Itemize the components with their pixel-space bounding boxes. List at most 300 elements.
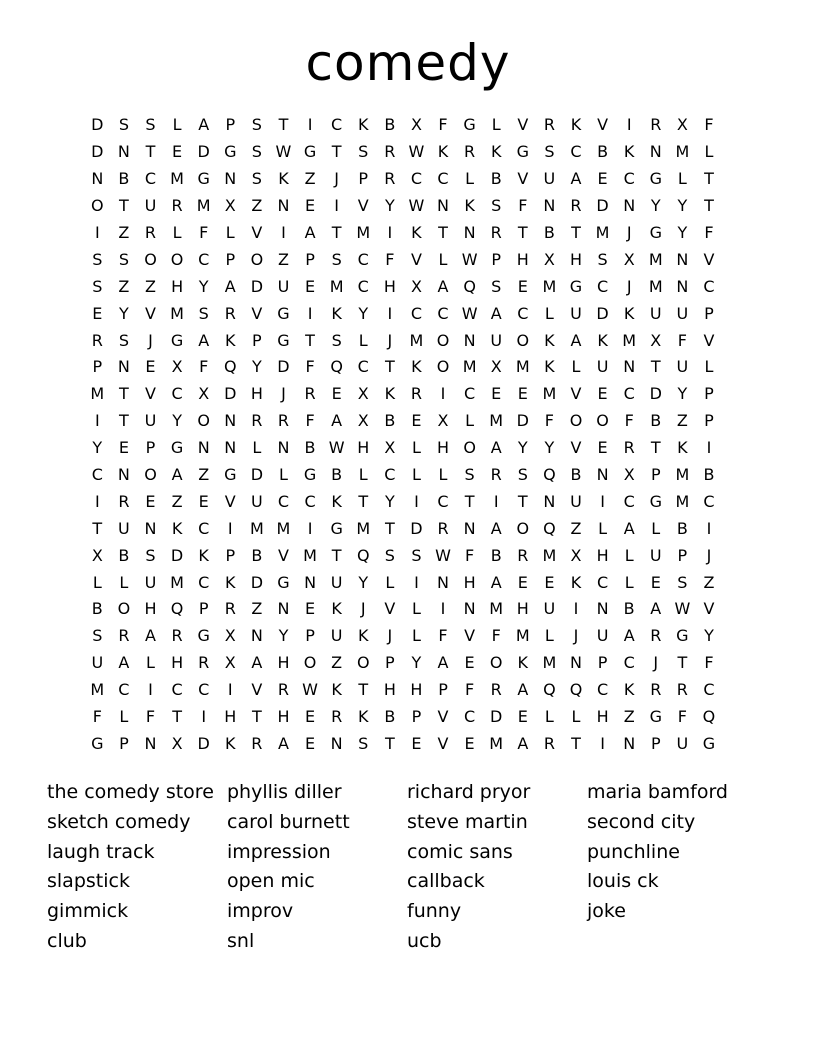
grid-letter: K bbox=[278, 169, 289, 189]
grid-letter: K bbox=[357, 707, 369, 727]
grid-letter: O bbox=[91, 196, 104, 216]
grid-letter: L bbox=[252, 438, 262, 458]
grid-letter: S bbox=[251, 169, 262, 189]
grid-letter: Z bbox=[251, 599, 263, 619]
grid-letter: M bbox=[675, 465, 690, 485]
grid-letter: U bbox=[596, 626, 609, 646]
grid-letter: C bbox=[410, 169, 422, 189]
grid-letter: X bbox=[91, 545, 103, 565]
grid-letter: R bbox=[118, 626, 130, 646]
grid-letter: P bbox=[358, 169, 369, 189]
grid-letter: C bbox=[357, 276, 369, 296]
grid-letter: W bbox=[302, 680, 318, 700]
grid-letter: N bbox=[304, 572, 317, 592]
grid-letter: H bbox=[383, 680, 396, 700]
grid-letter: B bbox=[384, 411, 396, 431]
grid-letter: Z bbox=[703, 572, 715, 592]
grid-letter: P bbox=[677, 545, 688, 565]
grid-letter: K bbox=[544, 357, 555, 377]
grid-letter: F bbox=[438, 626, 448, 646]
grid-letter: E bbox=[411, 733, 422, 753]
grid-letter: L bbox=[172, 223, 182, 242]
grid-letter: M bbox=[648, 276, 663, 296]
grid-letter: Q bbox=[330, 357, 343, 377]
grid-letter: O bbox=[436, 357, 450, 377]
grid-letter: Y bbox=[358, 572, 369, 592]
grid-letter: E bbox=[331, 384, 342, 404]
grid-letter: P bbox=[438, 680, 448, 700]
grid-letter: Z bbox=[570, 518, 582, 538]
grid-letter: U bbox=[570, 303, 582, 323]
grid-letter: H bbox=[596, 707, 609, 727]
grid-letter: C bbox=[304, 491, 316, 511]
grid-letter: P bbox=[198, 599, 209, 619]
grid-letter: D bbox=[277, 357, 290, 377]
grid-letter: B bbox=[384, 115, 396, 135]
grid-letter: K bbox=[623, 680, 635, 700]
grid-letter: E bbox=[145, 357, 156, 377]
grid-letter: K bbox=[411, 357, 422, 377]
grid-letter: U bbox=[118, 518, 130, 538]
grid-letter: A bbox=[251, 653, 263, 673]
grid-letter: P bbox=[145, 438, 156, 458]
grid-letter: E bbox=[118, 438, 129, 458]
grid-row bbox=[84, 542, 736, 569]
grid-letter: G bbox=[649, 707, 662, 727]
grid-letter: T bbox=[358, 680, 369, 700]
grid-letter: S bbox=[491, 276, 502, 296]
grid-letter: O bbox=[489, 653, 503, 673]
grid-letter: N bbox=[117, 465, 130, 485]
word-column bbox=[227, 778, 407, 957]
grid-letter: K bbox=[411, 223, 422, 242]
grid-letter: C bbox=[596, 276, 609, 296]
grid-letter: F bbox=[491, 626, 501, 646]
grid-letter: G bbox=[224, 465, 237, 485]
grid-letter: P bbox=[411, 707, 422, 727]
grid-letter: T bbox=[704, 169, 714, 189]
grid-letter: N bbox=[250, 626, 263, 646]
grid-letter: N bbox=[570, 653, 582, 673]
grid-letter: J bbox=[281, 384, 286, 404]
word-list-item: snl bbox=[227, 929, 255, 952]
grid-letter: T bbox=[650, 357, 661, 377]
grid-letter: U bbox=[570, 491, 582, 511]
word-list-item: callback bbox=[407, 870, 485, 893]
grid-letter: I bbox=[94, 411, 100, 431]
grid-letter: Y bbox=[384, 491, 395, 511]
grid-letter: Y bbox=[677, 384, 688, 404]
grid-letter: J bbox=[653, 653, 659, 673]
grid-letter: G bbox=[224, 142, 237, 162]
grid-letter: R bbox=[490, 465, 502, 485]
grid-letter: N bbox=[144, 518, 157, 538]
grid-letter: Z bbox=[145, 276, 156, 296]
grid-letter: R bbox=[198, 653, 210, 673]
grid-letter: I bbox=[440, 384, 446, 404]
grid-letter: I bbox=[227, 518, 233, 538]
grid-letter: C bbox=[410, 303, 422, 323]
grid-letter: L bbox=[172, 115, 182, 135]
grid-letter: F bbox=[438, 115, 448, 135]
grid-letter: I bbox=[414, 572, 419, 592]
word-list-item: comic sans bbox=[407, 840, 513, 863]
grid-letter: N bbox=[623, 357, 636, 377]
grid-letter: L bbox=[571, 357, 581, 377]
grid-letter: I bbox=[334, 196, 339, 216]
grid-letter: O bbox=[463, 438, 476, 458]
grid-letter: G bbox=[702, 733, 716, 753]
grid-letter: S bbox=[517, 465, 528, 485]
grid-letter: P bbox=[491, 249, 502, 269]
grid-letter: Y bbox=[677, 223, 688, 242]
grid-letter: G bbox=[649, 491, 662, 511]
grid-letter: C bbox=[171, 384, 183, 404]
grid-letter: T bbox=[571, 223, 581, 242]
grid-letter: S bbox=[118, 115, 129, 135]
grid-letter: C bbox=[277, 491, 290, 511]
grid-letter: J bbox=[626, 223, 632, 242]
grid-letter: W bbox=[435, 545, 451, 565]
grid-letter: H bbox=[463, 572, 476, 592]
grid-letter: U bbox=[543, 169, 556, 189]
grid-letter: J bbox=[148, 330, 153, 350]
grid-letter: T bbox=[92, 518, 103, 538]
grid-letter: S bbox=[677, 572, 688, 592]
grid-row bbox=[84, 408, 736, 435]
grid-letter: E bbox=[304, 196, 316, 216]
grid-letter: K bbox=[357, 626, 369, 646]
grid-letter: Z bbox=[171, 491, 183, 511]
grid-letter: K bbox=[677, 438, 688, 458]
grid-letter: T bbox=[331, 223, 342, 242]
grid-letter: S bbox=[384, 545, 395, 565]
grid-letter: E bbox=[491, 384, 502, 404]
grid-letter: L bbox=[465, 169, 475, 189]
grid-letter: V bbox=[251, 223, 263, 242]
grid-letter: H bbox=[250, 384, 263, 404]
word-list-item: punchline bbox=[587, 840, 680, 863]
grid-letter: L bbox=[92, 572, 102, 592]
grid-letter: B bbox=[118, 169, 130, 189]
grid-letter: O bbox=[144, 465, 157, 485]
grid-letter: S bbox=[491, 196, 502, 216]
grid-letter: H bbox=[357, 438, 370, 458]
grid-letter: Y bbox=[544, 438, 555, 458]
grid-letter: O bbox=[144, 249, 157, 269]
grid-letter: J bbox=[387, 626, 393, 646]
word-list-item: second city bbox=[587, 810, 696, 833]
grid-letter: M bbox=[303, 545, 317, 565]
grid-letter: V bbox=[517, 115, 529, 135]
grid-row bbox=[84, 596, 736, 623]
grid-letter: M bbox=[170, 169, 184, 189]
grid-letter: L bbox=[491, 115, 501, 135]
grid-letter: C bbox=[437, 169, 449, 189]
grid-letter: O bbox=[303, 653, 317, 673]
grid-letter: M bbox=[196, 196, 211, 216]
grid-letter: J bbox=[334, 169, 339, 189]
grid-letter: D bbox=[250, 572, 264, 592]
grid-letter: M bbox=[329, 276, 344, 296]
grid-letter: P bbox=[704, 303, 714, 323]
grid-letter: M bbox=[356, 223, 371, 242]
grid-letter: N bbox=[197, 438, 210, 458]
word-list-item: joke bbox=[587, 900, 626, 923]
grid-letter: I bbox=[600, 733, 605, 753]
grid-letter: Q bbox=[463, 276, 476, 296]
grid-letter: R bbox=[384, 142, 396, 162]
grid-letter: S bbox=[145, 545, 156, 565]
grid-letter: I bbox=[307, 303, 313, 323]
grid-letter: R bbox=[118, 491, 130, 511]
grid-letter: J bbox=[360, 599, 366, 619]
grid-letter: F bbox=[465, 680, 475, 700]
grid-letter: K bbox=[597, 330, 608, 350]
grid-letter: L bbox=[411, 438, 421, 458]
grid-letter: M bbox=[409, 330, 424, 350]
word-list-item: slapstick bbox=[47, 870, 130, 893]
word-list-item: richard pryor bbox=[407, 781, 531, 803]
grid-letter: K bbox=[623, 142, 635, 162]
grid-row bbox=[84, 354, 736, 381]
grid-letter: D bbox=[250, 465, 264, 485]
grid-letter: D bbox=[649, 384, 662, 404]
grid-letter: L bbox=[146, 653, 155, 673]
grid-letter: T bbox=[119, 384, 129, 404]
grid-letter: R bbox=[304, 384, 316, 404]
grid-letter: I bbox=[307, 518, 313, 538]
grid-letter: I bbox=[626, 115, 632, 135]
grid-letter: U bbox=[676, 303, 689, 323]
grid-letter: N bbox=[144, 733, 157, 753]
grid-letter: K bbox=[331, 491, 342, 511]
grid-letter: I bbox=[493, 491, 499, 511]
grid-letter: Y bbox=[517, 438, 528, 458]
grid-letter: F bbox=[305, 411, 315, 431]
grid-letter: D bbox=[197, 142, 210, 162]
grid-letter: S bbox=[251, 142, 262, 162]
grid-letter: B bbox=[251, 545, 263, 565]
grid-letter: G bbox=[516, 142, 529, 162]
grid-letter: L bbox=[278, 465, 288, 485]
grid-letter: R bbox=[517, 545, 529, 565]
grid-letter: O bbox=[250, 249, 264, 269]
grid-letter: J bbox=[573, 626, 579, 646]
grid-letter: G bbox=[649, 223, 662, 242]
grid-letter: Y bbox=[198, 276, 209, 296]
puzzle-title: comedy bbox=[305, 34, 511, 92]
grid-letter: Y bbox=[358, 303, 369, 323]
word-list-item: the comedy store bbox=[47, 781, 214, 803]
grid-letter: K bbox=[437, 142, 449, 162]
grid-letter: Y bbox=[677, 196, 688, 216]
grid-letter: V bbox=[357, 196, 369, 216]
grid-letter: B bbox=[331, 465, 343, 485]
grid-letter: H bbox=[144, 599, 157, 619]
grid-letter: N bbox=[649, 142, 662, 162]
grid-letter: A bbox=[224, 276, 236, 296]
grid-letter: C bbox=[703, 491, 715, 511]
grid-letter: B bbox=[384, 707, 396, 727]
grid-letter: V bbox=[224, 491, 236, 511]
grid-letter: C bbox=[703, 276, 715, 296]
grid-letter: I bbox=[414, 491, 419, 511]
grid-row bbox=[84, 273, 736, 300]
grid-letter: C bbox=[144, 169, 157, 189]
grid-letter: K bbox=[517, 653, 529, 673]
grid-letter: G bbox=[277, 330, 290, 350]
grid-letter: Z bbox=[251, 196, 263, 216]
grid-letter: I bbox=[706, 518, 712, 538]
grid-letter: L bbox=[358, 330, 368, 350]
grid-letter: P bbox=[704, 411, 714, 431]
grid-letter: T bbox=[331, 545, 342, 565]
grid-letter: B bbox=[543, 223, 555, 242]
grid-row bbox=[84, 435, 736, 462]
grid-letter: R bbox=[543, 115, 555, 135]
grid-letter: S bbox=[411, 545, 422, 565]
grid-letter: N bbox=[463, 330, 476, 350]
grid-letter: N bbox=[623, 196, 636, 216]
grid-letter: N bbox=[224, 411, 237, 431]
grid-row bbox=[84, 677, 736, 704]
grid-letter: D bbox=[410, 518, 423, 538]
grid-letter: P bbox=[119, 733, 129, 753]
grid-letter: U bbox=[330, 626, 343, 646]
grid-letter: U bbox=[676, 733, 689, 753]
grid-letter: V bbox=[251, 303, 263, 323]
grid-letter: X bbox=[490, 357, 502, 377]
grid-letter: B bbox=[91, 599, 103, 619]
grid-letter: G bbox=[303, 142, 317, 162]
grid-letter: C bbox=[384, 465, 396, 485]
grid-letter: E bbox=[198, 491, 209, 511]
grid-letter: D bbox=[91, 142, 104, 162]
grid-letter: F bbox=[704, 115, 714, 135]
grid-letter: R bbox=[623, 438, 635, 458]
grid-letter: X bbox=[437, 411, 449, 431]
grid-letter: I bbox=[387, 223, 393, 242]
grid-letter: N bbox=[623, 733, 636, 753]
grid-letter: C bbox=[596, 680, 609, 700]
word-list bbox=[47, 778, 767, 957]
grid-letter: O bbox=[596, 411, 609, 431]
grid-letter: K bbox=[225, 572, 236, 592]
grid-letter: E bbox=[92, 303, 103, 323]
grid-letter: V bbox=[251, 680, 263, 700]
grid-letter: U bbox=[277, 276, 290, 296]
grid-letter: U bbox=[330, 572, 343, 592]
grid-letter: S bbox=[358, 733, 369, 753]
grid-letter: A bbox=[277, 733, 289, 753]
grid-letter: H bbox=[277, 653, 290, 673]
grid-letter: H bbox=[410, 680, 423, 700]
grid-letter: O bbox=[170, 249, 184, 269]
grid-letter: L bbox=[411, 465, 421, 485]
grid-letter: D bbox=[170, 545, 184, 565]
grid-letter: F bbox=[199, 223, 209, 242]
grid-letter: N bbox=[277, 438, 290, 458]
grid-letter: L bbox=[544, 303, 554, 323]
grid-letter: Q bbox=[223, 357, 237, 377]
grid-letter: R bbox=[384, 169, 396, 189]
grid-letter: U bbox=[490, 330, 503, 350]
grid-row bbox=[84, 730, 736, 757]
grid-letter: U bbox=[676, 357, 689, 377]
grid-letter: R bbox=[331, 707, 343, 727]
grid-letter: E bbox=[597, 169, 608, 189]
grid-letter: M bbox=[489, 733, 504, 753]
grid-letter: B bbox=[703, 465, 715, 485]
grid-letter: Z bbox=[118, 276, 130, 296]
grid-letter: N bbox=[463, 518, 476, 538]
grid-letter: T bbox=[305, 330, 315, 350]
grid-letter: A bbox=[331, 411, 343, 431]
grid-letter: Q bbox=[543, 680, 556, 700]
grid-letter: A bbox=[570, 330, 582, 350]
grid-letter: Y bbox=[278, 626, 289, 646]
grid-letter: W bbox=[328, 438, 345, 458]
grid-letter: S bbox=[92, 626, 103, 646]
grid-letter: A bbox=[623, 518, 635, 538]
grid-row bbox=[84, 220, 736, 247]
grid-row bbox=[84, 166, 736, 193]
grid-letter: Z bbox=[676, 411, 688, 431]
grid-letter: L bbox=[119, 707, 129, 727]
grid-letter: C bbox=[198, 680, 210, 700]
grid-letter: C bbox=[91, 465, 103, 485]
grid-letter: Y bbox=[704, 626, 714, 646]
grid-letter: L bbox=[358, 465, 368, 485]
grid-letter: V bbox=[410, 249, 422, 269]
grid-letter: K bbox=[570, 572, 582, 592]
grid-letter: N bbox=[437, 196, 449, 216]
grid-letter: L bbox=[411, 626, 421, 646]
grid-letter: T bbox=[650, 438, 661, 458]
grid-letter: M bbox=[595, 223, 610, 242]
grid-letter: M bbox=[542, 653, 557, 673]
grid-letter: N bbox=[543, 196, 556, 216]
grid-letter: V bbox=[277, 545, 289, 565]
grid-letter: O bbox=[516, 330, 530, 350]
grid-letter: F bbox=[704, 223, 714, 242]
grid-letter: B bbox=[676, 518, 688, 538]
grid-letter: M bbox=[542, 545, 557, 565]
grid-letter: T bbox=[358, 491, 369, 511]
grid-letter: V bbox=[703, 249, 715, 269]
grid-letter: G bbox=[330, 518, 343, 538]
grid-letter: W bbox=[674, 599, 691, 619]
grid-letter: R bbox=[650, 626, 662, 646]
grid-letter: X bbox=[384, 438, 396, 458]
grid-letter: L bbox=[704, 357, 714, 377]
grid-letter: J bbox=[706, 545, 712, 565]
grid-letter: E bbox=[172, 142, 183, 162]
grid-letter: M bbox=[462, 357, 477, 377]
grid-letter: C bbox=[118, 680, 130, 700]
grid-letter: G bbox=[676, 626, 689, 646]
grid-letter: P bbox=[305, 626, 315, 646]
grid-letter: S bbox=[597, 249, 608, 269]
grid-letter: G bbox=[649, 169, 662, 189]
grid-letter: G bbox=[569, 276, 583, 296]
grid-letter: M bbox=[90, 680, 105, 700]
grid-letter: R bbox=[543, 733, 555, 753]
word-list-item: maria bamford bbox=[587, 781, 728, 803]
grid-letter: V bbox=[437, 707, 449, 727]
grid-letter: X bbox=[543, 249, 555, 269]
